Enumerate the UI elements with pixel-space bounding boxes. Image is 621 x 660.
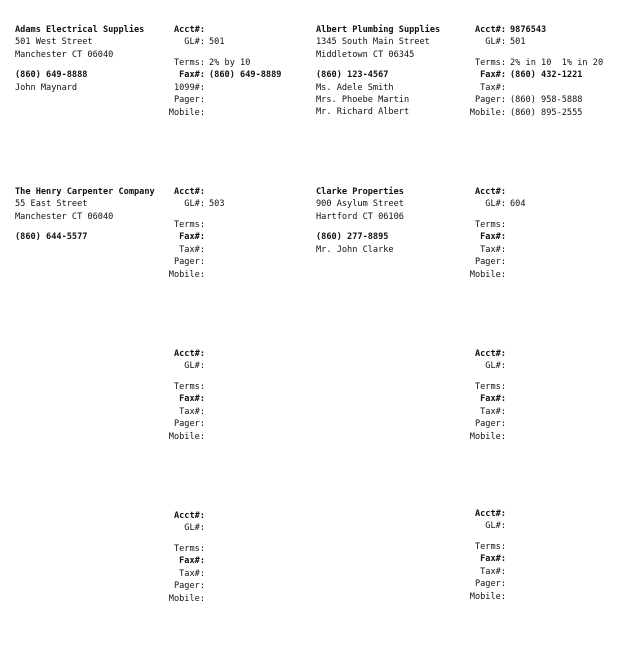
mobile-row (165, 269, 315, 281)
fax-label: Fax#: (179, 394, 205, 405)
pager-row (466, 94, 616, 106)
tax-label: Tax#: (179, 406, 205, 417)
tax-label: Tax#: (179, 244, 205, 255)
acct-row (165, 186, 315, 198)
mobile-row (466, 269, 616, 281)
vendor-contact: Mrs. Phoebe Martin (316, 95, 410, 106)
fax-row (165, 393, 315, 405)
terms-label: Terms: (173, 219, 205, 230)
terms-row (165, 219, 315, 231)
vendor-card-7 (15, 510, 315, 660)
vendor-fields (466, 508, 616, 603)
terms-label: Terms: (173, 381, 205, 392)
terms-value: 2% by 10 (209, 57, 251, 68)
pager-label: Pager: (474, 579, 506, 590)
gl-value: 501 (209, 37, 225, 48)
vendor-card-8 (316, 508, 616, 658)
terms-row (466, 57, 616, 69)
terms-row (165, 543, 315, 555)
vendor-fields (165, 186, 315, 281)
acct-label: Acct#: (173, 511, 205, 521)
vendor-street: 501 West Street (15, 37, 93, 48)
gl-row (165, 198, 315, 210)
mobile-label: Mobile: (469, 107, 506, 118)
vendor-card-4 (316, 186, 616, 336)
terms-label: Terms: (173, 57, 205, 68)
tax-label: Tax#: (480, 82, 506, 93)
mobile-row (466, 107, 616, 119)
vendor-card-6 (316, 348, 616, 498)
terms-row (165, 57, 315, 69)
mobile-label: Mobile: (168, 593, 205, 604)
pager-label: Pager: (173, 95, 205, 106)
tax-label: Tax#: (480, 244, 506, 255)
fax-label: Fax#: (179, 70, 205, 81)
pager-row (165, 94, 315, 106)
terms-label: Terms: (474, 381, 506, 392)
vendor-address-block (316, 24, 486, 119)
tax-label: 1099#: (173, 82, 205, 93)
terms-value: 2% in 10 1% in 20 (510, 57, 604, 68)
terms-row (466, 381, 616, 393)
gl-label: GL#: (485, 37, 506, 48)
pager-row (466, 578, 616, 590)
vendor-card-2 (316, 24, 616, 174)
vendor-phone: (860) 277-8895 (316, 232, 389, 243)
pager-label: Pager: (173, 581, 205, 592)
gl-label: GL#: (184, 37, 205, 48)
vendor-city: Manchester CT 06040 (15, 211, 114, 222)
fax-label: Fax#: (480, 554, 506, 565)
vendor-fields (466, 348, 616, 443)
pager-row (466, 418, 616, 430)
pager-label: Pager: (474, 257, 506, 268)
vendor-card-5 (15, 348, 315, 498)
tax-label: Tax#: (179, 568, 205, 579)
fax-value: (860) 432-1221 (510, 70, 583, 81)
mobile-value: (860) 895-2555 (510, 107, 583, 118)
acct-label: Acct#: (173, 25, 205, 35)
gl-row (466, 520, 616, 532)
acct-label: Acct#: (474, 187, 506, 197)
tax-row (165, 82, 315, 94)
fax-value: (860) 649-8889 (209, 70, 282, 81)
fax-row (165, 231, 315, 243)
acct-label: Acct#: (474, 25, 506, 35)
gl-row (165, 360, 315, 372)
gl-row (165, 522, 315, 534)
pager-label: Pager: (173, 257, 205, 268)
acct-row (165, 510, 315, 522)
mobile-label: Mobile: (168, 269, 205, 280)
vendor-street: 900 Asylum Street (316, 199, 404, 210)
mobile-label: Mobile: (469, 591, 506, 602)
gl-label: GL#: (485, 361, 506, 372)
vendor-address-block (15, 24, 185, 94)
terms-row (165, 381, 315, 393)
gl-row (466, 360, 616, 372)
vendor-contact: Ms. Adele Smith (316, 82, 394, 93)
vendor-address-block (316, 186, 486, 256)
vendor-name: The Henry Carpenter Company (15, 187, 155, 197)
acct-label: Acct#: (474, 509, 506, 519)
gl-row (466, 198, 616, 210)
vendor-name: Albert Plumbing Supplies (316, 25, 441, 35)
acct-row (466, 508, 616, 520)
fax-label: Fax#: (480, 232, 506, 243)
vendor-contact: Mr. John Clarke (316, 244, 394, 255)
fax-label: Fax#: (179, 232, 205, 243)
vendor-card-3 (15, 186, 315, 336)
gl-label: GL#: (485, 521, 506, 532)
vendor-street: 55 East Street (15, 199, 88, 210)
vendor-city: Middletown CT 06345 (316, 49, 415, 60)
acct-row (165, 24, 315, 36)
acct-row (466, 24, 616, 36)
mobile-row (165, 107, 315, 119)
mobile-row (466, 591, 616, 603)
acct-value: 9876543 (510, 25, 547, 35)
tax-label: Tax#: (480, 566, 506, 577)
tax-row (165, 406, 315, 418)
pager-value: (860) 958-5888 (510, 95, 583, 106)
terms-row (466, 219, 616, 231)
acct-row (165, 348, 315, 360)
vendor-phone: (860) 649-8888 (15, 70, 88, 81)
terms-label: Terms: (173, 543, 205, 554)
vendor-contact: Mr. Richard Albert (316, 107, 410, 118)
acct-label: Acct#: (474, 349, 506, 359)
tax-row (466, 406, 616, 418)
vendor-fields (165, 348, 315, 443)
pager-label: Pager: (474, 419, 506, 430)
mobile-label: Mobile: (168, 431, 205, 442)
vendor-card-1 (15, 24, 315, 174)
vendor-street: 1345 South Main Street (316, 37, 430, 48)
vendor-phone: (860) 644-5577 (15, 232, 88, 243)
fax-label: Fax#: (480, 394, 506, 405)
fax-row (165, 555, 315, 567)
vendor-fields (466, 24, 616, 119)
vendor-contact: John Maynard (15, 82, 78, 93)
mobile-row (165, 593, 315, 605)
gl-row (466, 36, 616, 48)
acct-row (466, 186, 616, 198)
tax-row (466, 566, 616, 578)
mobile-label: Mobile: (469, 431, 506, 442)
gl-label: GL#: (485, 199, 506, 210)
terms-label: Terms: (474, 541, 506, 552)
pager-row (165, 580, 315, 592)
terms-label: Terms: (474, 57, 506, 68)
gl-label: GL#: (184, 199, 205, 210)
vendor-city: Hartford CT 06106 (316, 211, 404, 222)
pager-label: Pager: (474, 95, 506, 106)
acct-label: Acct#: (173, 187, 205, 197)
terms-label: Terms: (474, 219, 506, 230)
fax-row (466, 69, 616, 81)
pager-label: Pager: (173, 419, 205, 430)
pager-row (466, 256, 616, 268)
gl-label: GL#: (184, 361, 205, 372)
tax-row (466, 244, 616, 256)
gl-row (165, 36, 315, 48)
fax-row (466, 231, 616, 243)
gl-value: 503 (209, 199, 225, 210)
vendor-address-block (15, 186, 185, 244)
tax-row (466, 82, 616, 94)
fax-label: Fax#: (179, 556, 205, 567)
tax-label: Tax#: (480, 406, 506, 417)
fax-row (466, 393, 616, 405)
vendor-name: Clarke Properties (316, 187, 404, 197)
vendor-name: Adams Electrical Supplies (15, 25, 145, 35)
fax-row (165, 69, 315, 81)
mobile-row (466, 431, 616, 443)
pager-row (165, 256, 315, 268)
gl-value: 501 (510, 37, 526, 48)
gl-value: 604 (510, 199, 526, 210)
terms-row (466, 541, 616, 553)
tax-row (165, 568, 315, 580)
vendor-phone: (860) 123-4567 (316, 70, 389, 81)
mobile-row (165, 431, 315, 443)
gl-label: GL#: (184, 523, 205, 534)
vendor-city: Manchester CT 06040 (15, 49, 114, 60)
vendor-fields (165, 510, 315, 605)
mobile-label: Mobile: (469, 269, 506, 280)
pager-row (165, 418, 315, 430)
tax-row (165, 244, 315, 256)
acct-row (466, 348, 616, 360)
fax-row (466, 553, 616, 565)
mobile-label: Mobile: (168, 107, 205, 118)
vendor-fields (165, 24, 315, 119)
vendor-fields (466, 186, 616, 281)
fax-label: Fax#: (480, 70, 506, 81)
acct-label: Acct#: (173, 349, 205, 359)
